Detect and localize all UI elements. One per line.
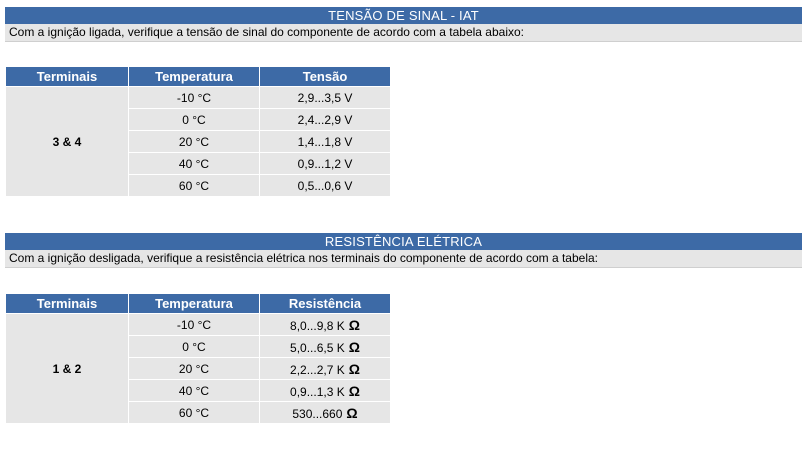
terminal-cell: 3 & 4 <box>6 87 128 196</box>
table-header-row <box>6 294 390 313</box>
section-title: RESISTÊNCIA ELÉTRICA <box>5 233 802 250</box>
section-title: TENSÃO DE SINAL - IAT <box>5 7 802 24</box>
temperature-cell: -10 °C <box>129 314 259 335</box>
header-temperature: Temperatura <box>129 67 259 86</box>
voltage-cell: 2,4...2,9 V <box>260 109 390 130</box>
resistance-table <box>5 293 391 424</box>
table-row <box>6 314 390 335</box>
resistance-value: 530...660 <box>292 406 343 421</box>
voltage-cell: 0,9...1,2 V <box>260 153 390 174</box>
resistance-cell <box>260 314 390 335</box>
temperature-cell: 20 °C <box>129 358 259 379</box>
header-resistance: Resistência <box>260 294 390 313</box>
resistance-cell <box>260 380 390 401</box>
temperature-cell: 0 °C <box>129 109 259 130</box>
voltage-cell: 2,9...3,5 V <box>260 87 390 108</box>
resistance-value: 2,2...2,7 K <box>290 362 345 377</box>
resistance-value: 8,0...9,8 K <box>290 318 345 333</box>
temperature-cell: 0 °C <box>129 336 259 357</box>
section-signal-voltage <box>5 7 802 42</box>
section-electrical-resistance <box>5 233 802 268</box>
header-terminals: Terminais <box>6 294 128 313</box>
table-header-row <box>6 67 390 86</box>
resistance-cell <box>260 336 390 357</box>
resistance-cell <box>260 358 390 379</box>
header-temperature: Temperatura <box>129 294 259 313</box>
resistance-value: 5,0...6,5 K <box>290 340 345 355</box>
voltage-cell: 0,5...0,6 V <box>260 175 390 196</box>
ohm-icon: Ω <box>346 404 358 421</box>
resistance-cell <box>260 402 390 423</box>
temperature-cell: 40 °C <box>129 153 259 174</box>
header-terminals: Terminais <box>6 67 128 86</box>
ohm-icon: Ω <box>348 316 360 333</box>
terminal-cell: 1 & 2 <box>6 314 128 423</box>
ohm-icon: Ω <box>348 382 360 399</box>
ohm-icon: Ω <box>348 360 360 377</box>
voltage-table <box>5 66 391 197</box>
voltage-cell: 1,4...1,8 V <box>260 131 390 152</box>
resistance-value: 0,9...1,3 K <box>290 384 345 399</box>
temperature-cell: 40 °C <box>129 380 259 401</box>
temperature-cell: 20 °C <box>129 131 259 152</box>
header-voltage: Tensão <box>260 67 390 86</box>
temperature-cell: 60 °C <box>129 402 259 423</box>
temperature-cell: 60 °C <box>129 175 259 196</box>
table-row <box>6 87 390 108</box>
section-description: Com a ignição desligada, verifique a resistência elétrica nos terminais do componente de acordo com a tabela: <box>5 250 802 268</box>
section-description: Com a ignição ligada, verifique a tensão de sinal do componente de acordo com a tabela abaixo: <box>5 24 802 42</box>
temperature-cell: -10 °C <box>129 87 259 108</box>
ohm-icon: Ω <box>348 338 360 355</box>
